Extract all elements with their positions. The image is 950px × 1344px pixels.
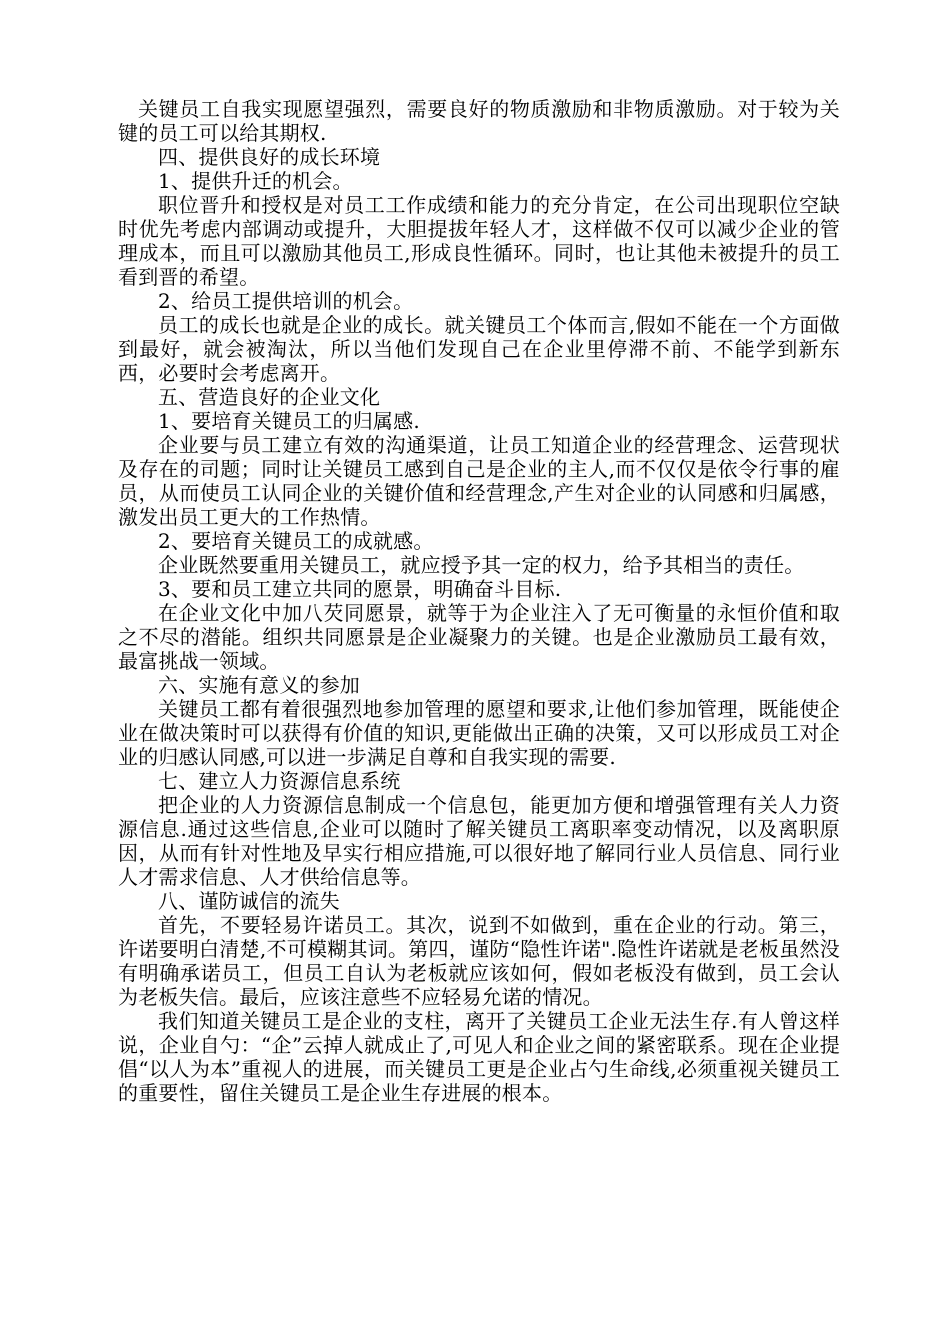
paragraph-achievement: 企业既然要重用关键员工，就应授予其一定的权力，给予其相当的责任。 — [158, 553, 805, 577]
paragraph-hr-system: 把企业的人力资源信息制成一个信息包，能更加方便和增强管理有关人力资源信息.通过这些信息,企业可以随时了解关键员工离职率变动情况，以及离职原因，从而有针对性地及早实行相应措施,可以很好地了解同行业人员信息、同行业人才需求信息、人才供给信息等。 — [118, 793, 840, 889]
paragraph-promotion: 职位晋升和授权是对员工工作成绩和能力的充分肯定，在公司出现职位空缺时优先考虑内部调动或提升，大胆提拔年轻人才，这样做不仅可以减少企业的管理成本，而且可以激励其他员工,形成良性循环。同时，也让其他未被提升的员工看到晋的希望。 — [118, 193, 840, 289]
paragraph-belonging: 企业要与员工建立有效的沟通渠道，让员工知道企业的经营理念、运营现状及存在的司题；同时让关键员工感到自己是企业的主人,而不仅仅是依令行事的雇员，从而使员工认同企业的关键价值和经营理念,产生对企业的认同感和归属感，激发出员工更大的工作热情。 — [118, 433, 840, 529]
paragraph-intro: 关键员工自我实现愿望强烈，需要良好的物质激励和非物质激励。对于较为关键的员工可以给其期权. — [118, 97, 840, 145]
heading-section-4: 四、提供良好的成长环境 — [158, 145, 381, 169]
heading-section-5: 五、营造良好的企业文化 — [158, 385, 381, 409]
heading-section-6: 六、实施有意义的参加 — [158, 673, 360, 697]
paragraph-participation: 关键员工都有着很强烈地参加管理的愿望和要求,让他们参加管理，既能使企业在做决策时可以获得有价值的知识,更能做出正确的决策，又可以形成员工对企业的归感认同感,可以进一步满足自尊和自我实现的需要. — [118, 697, 840, 769]
subheading-4-2: 2、给员工提供培训的机会。 — [158, 289, 414, 313]
paragraph-integrity: 首先，不要轻易许诺员工。其次，说到不如做到，重在企业的行动。第三，许诺要明白清楚,不可模糊其词。第四，谨防“隐性许诺".隐性许诺就是老板虽然没有明确承诺员工，但员工自认为老板就应该如何，假如老板没有做到，员工会认为老板失信。最后，应该注意些不应轻易允诺的情况。 — [118, 913, 840, 1009]
subheading-4-1: 1、提供升迁的机会。 — [158, 169, 353, 193]
heading-section-7: 七、建立人力资源信息系统 — [158, 769, 401, 793]
paragraph-conclusion: 我们知道关键员工是企业的支柱，离开了关键员工企业无法生存.有人曾这样说，企业自勺：“企”云掉人就成止了,可见人和企业之间的紧密联系。现在企业提倡“以人为本”重视人的进展，而关键员工更是企业占勺生命线,必须重视关键员工的重要性，留住关键员工是企业生存进展的根本。 — [118, 1009, 840, 1105]
subheading-5-1: 1、要培育关键员工的归属感. — [158, 409, 420, 433]
heading-section-8: 八、谨防诚信的流失 — [158, 889, 340, 913]
subheading-5-3: 3、要和员工建立共同的愿景，明确奋斗目标. — [158, 577, 562, 601]
paragraph-training: 员工的成长也就是企业的成长。就关键员工个体而言,假如不能在一个方面做到最好，就会被淘汰，所以当他们发现自己在企业里停滞不前、不能学到新东西，必要时会考虑离开。 — [118, 313, 840, 385]
document-body — [118, 97, 840, 1105]
subheading-5-2: 2、要培育关键员工的成就感。 — [158, 529, 434, 553]
paragraph-vision: 在企业文化中加八芡同愿景，就等于为企业注入了无可衡量的永恒价值和取之不尽的潜能。组织共同愿景是企业凝聚力的关键。也是企业激励员工最有效，最富挑战一领域。 — [118, 601, 840, 673]
